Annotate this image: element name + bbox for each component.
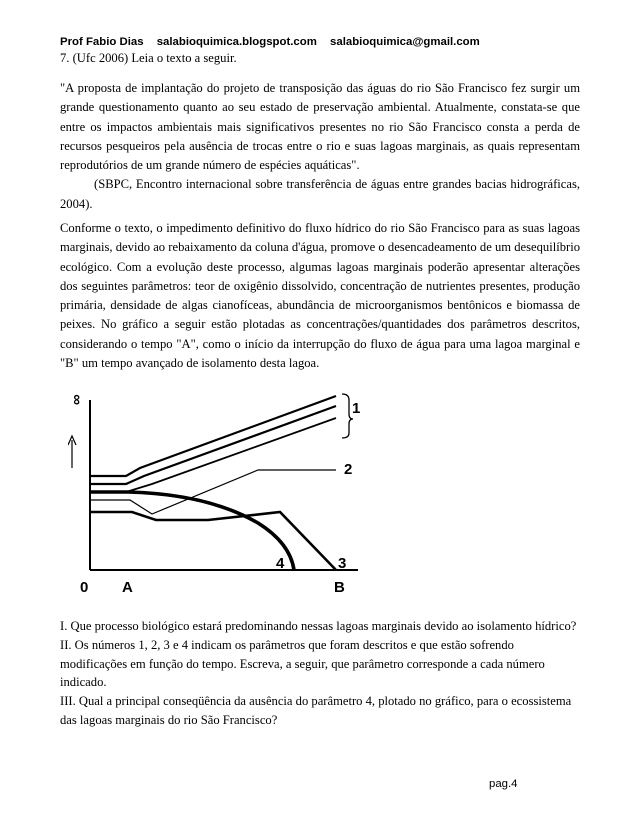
header-author: Prof Fabio Dias (60, 36, 144, 48)
curve-label-4: 4 (276, 555, 285, 572)
question-III: III. Qual a principal conseqüência da ausência do parâmetro 4, plotado no gráfico, para o ecossistema das lagoas marginais do rio São Francisco? (60, 694, 572, 727)
x-tick-0: 0 (80, 579, 89, 596)
curve-label-3: 3 (338, 555, 347, 572)
citation-block (60, 177, 580, 210)
questions-block (60, 617, 580, 730)
parameter-chart (68, 388, 368, 600)
question-title: 7. (Ufc 2006) Leia o texto a seguir. (60, 51, 237, 65)
curve-1-line-middle (90, 406, 336, 484)
curve-3-line (90, 512, 336, 570)
context-paragraph: Conforme o texto, o impedimento definitivo do fluxo hídrico do rio São Francisco para as suas lagoas marginais, devido ao rebaixamento da coluna d'água, promove o desencadeamento de um desequilíbrio ecológico. Com a evolução deste processo, algumas lagoas marginais poderão apresentar alterações dos seguintes parâmetros: teor de oxigênio dissolvido, concentração de nutrientes presentes, produção primária, densidade de algas cianofíceas, abundância de microorganismos bentônicos e biomassa de peixes. No gráfico a seguir estão plotadas as concentrações/quantidades dos parâmetros descritos, considerando o tempo "A", como o início da interrupção do fluxo de água para uma lagoa marginal e "B" um tempo avançado de isolamento desta lagoa. (60, 221, 580, 371)
quote-paragraph (60, 79, 580, 214)
curve-1-line-bottom (90, 418, 336, 492)
y-axis-infinity-label: ∞ (68, 394, 85, 405)
header-blog: salabioquimica.blogspot.com (156, 36, 317, 48)
question-II: II. Os números 1, 2, 3 e 4 indicam os parâmetros que foram descritos e que estão sofrendo modificações em função do tempo. Escreva, a seguir, que parâmetro corresponde a cada número indicado. (60, 637, 545, 690)
page-number: pag.4 (489, 778, 518, 790)
page-header (60, 36, 490, 48)
citation-text: (SBPC, Encontro internacional sobre transferência de águas entre grandes bacias hidrográficas, 2004). (60, 177, 580, 211)
curve-1-line-top (90, 396, 336, 476)
question-I: I. Que processo biológico estará predominando nessas lagoas marginais devido ao isolamento hídrico? (60, 619, 577, 633)
curve-4-line (90, 492, 294, 570)
curve-label-1: 1 (352, 400, 361, 417)
quote-text: "A proposta de implantação do projeto de transposição das águas do rio São Francisco fez surgir um grande questionamento quanto ao seu estado de preservação ambiental. Atualmente, constata-se que entre os impactos ambientais mais significativos presentes no rio São Francisco consta a perda de recursos pesqueiros pela ausência de trocas entre o rio e suas lagoas marginais, as quais representam reprodutórios de um grande número de espécies aquáticas". (60, 81, 580, 173)
x-tick-B: B (334, 579, 345, 596)
curve-label-2: 2 (344, 461, 353, 478)
x-tick-A: A (122, 579, 133, 596)
header-email: salabioquimica@gmail.com (330, 36, 480, 48)
